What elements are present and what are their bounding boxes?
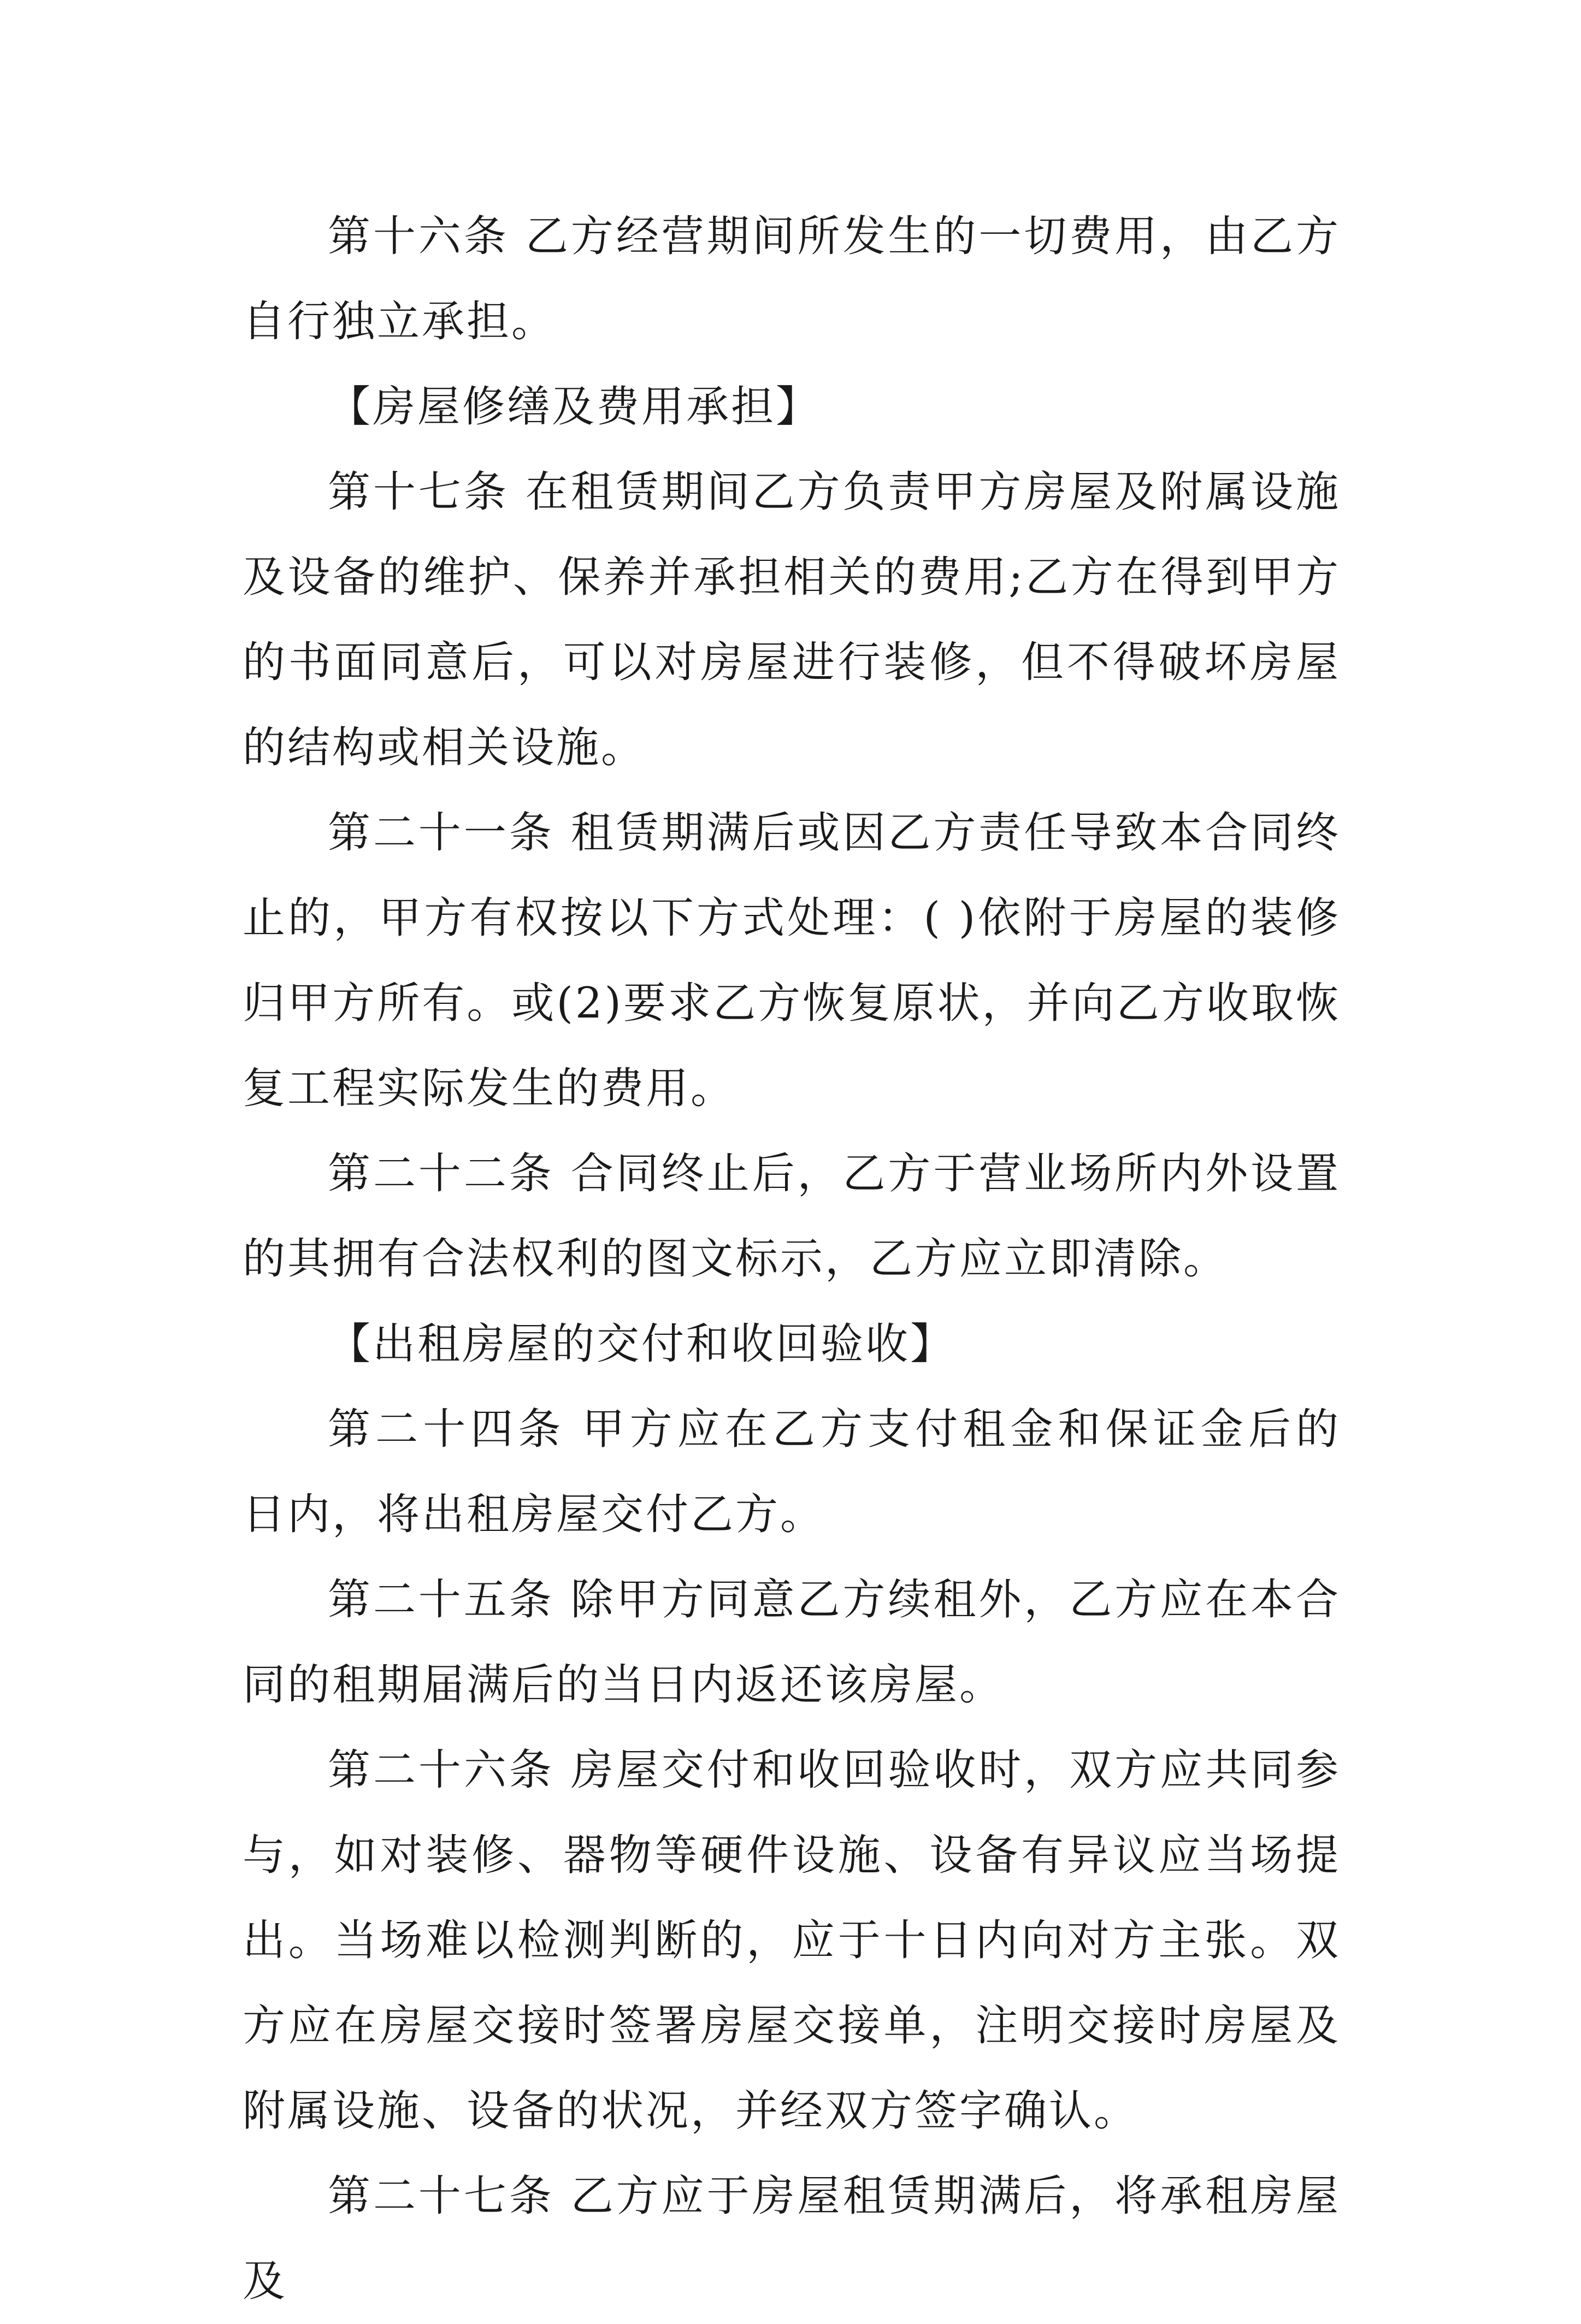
article-text: 租赁期满后或因乙方责任导致本合同终止的，甲方有权按以下方式处理：( )依附于房屋的装修归甲方所有。或(2)要求乙方恢复原状，并向乙方收取恢复工程实际发生的费用。: [243, 808, 1341, 1113]
article-text: 乙方应于房屋租赁期满后，将承租房屋及: [243, 2172, 1341, 2306]
article-number: 第二十四条: [328, 1405, 566, 1454]
article-text: 房屋交付和收回验收时，双方应共同参与，如对装修、器物等硬件设施、设备有异议应当场提出。当场难以检测判断的，应于十日内向对方主张。双方应在房屋交接时签署房屋交接单，注明交接时房屋及附属设施、设备的状况，并经双方签字确认。: [243, 1746, 1341, 2136]
article-text: 乙方经营期间所发生的一切费用，由乙方自行独立承担。: [243, 212, 1341, 346]
article-16: [243, 194, 1341, 364]
article-number: 第二十七条: [328, 2172, 554, 2221]
article-number: 第二十六条: [328, 1746, 554, 1795]
article-number: 第十七条: [328, 468, 509, 517]
article-number: 第二十一条: [328, 808, 554, 858]
article-number: 第十六条: [328, 212, 509, 261]
document-body: [243, 194, 1341, 2324]
article-text: 甲方应在乙方支付租金和保证金后的 日内，将出租房屋交付乙方。: [243, 1405, 1341, 1539]
article-number: 第二十五条: [328, 1575, 554, 1624]
section-heading-handover: 【出租房屋的交付和收回验收】: [328, 1320, 955, 1369]
article-17: [243, 450, 1341, 790]
article-text: 合同终止后，乙方于营业场所内外设置的其拥有合法权利的图文标示，乙方应立即清除。: [243, 1149, 1341, 1284]
article-21: [243, 790, 1341, 1131]
article-22: [243, 1131, 1341, 1302]
article-number: 第二十二条: [328, 1149, 554, 1198]
article-26: [243, 1728, 1341, 2154]
section-heading-repair: 【房屋修缮及费用承担】: [328, 382, 821, 431]
article-text: 除甲方同意乙方续租外，乙方应在本合同的租期届满后的当日内返还该房屋。: [243, 1575, 1341, 1710]
article-27: [243, 2154, 1341, 2324]
article-24: [243, 1387, 1341, 1557]
article-text: 在租赁期间乙方负责甲方房屋及附属设施及设备的维护、保养并承担相关的费用;乙方在得到甲方的书面同意后，可以对房屋进行装修，但不得破坏房屋的结构或相关设施。: [243, 468, 1341, 772]
article-25: [243, 1557, 1341, 1728]
